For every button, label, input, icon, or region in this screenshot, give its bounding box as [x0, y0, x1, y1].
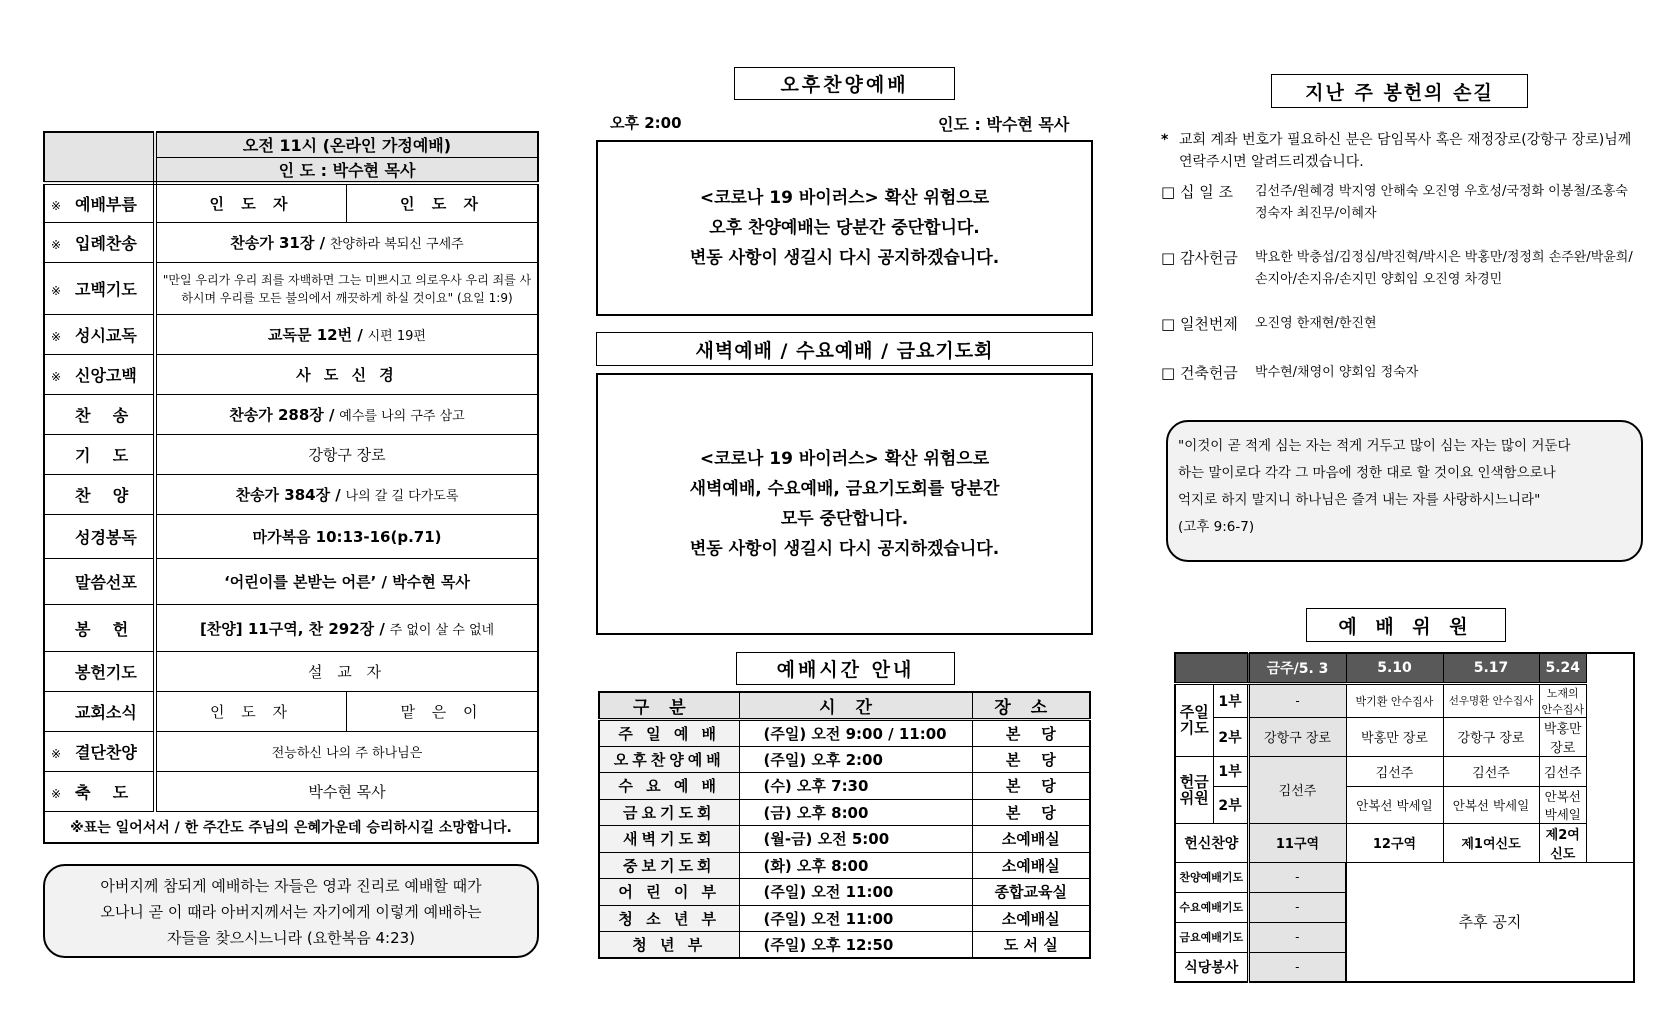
notice-line: 변동 사항이 생길시 다시 공지하겠습니다. [689, 539, 1000, 559]
prayer1-cell: - [1248, 683, 1346, 717]
part-label: 1부 [1213, 683, 1248, 717]
schedule-place: 도 서 실 [972, 932, 1090, 959]
schedule-category: 오후찬양예배 [599, 746, 739, 773]
date-header: 5.17 [1443, 653, 1539, 683]
order-row [44, 475, 538, 515]
schedule-place: 종합교육실 [972, 879, 1090, 906]
row-label: 찬 송 [75, 406, 129, 425]
stand-mark: ※ [51, 747, 62, 761]
row-main: 박수현 목사 [155, 772, 538, 812]
schedule-time: (주일) 오후 12:50 [739, 932, 972, 959]
duty-value: - [1248, 892, 1346, 922]
verse-line: (고후 9:6-7) [1178, 519, 1255, 535]
date-header: 5.10 [1346, 653, 1443, 683]
date-header: 5.24 [1539, 653, 1587, 683]
choir-label: 헌신찬양 [1175, 823, 1248, 862]
header-blank [44, 132, 155, 183]
schedule-row [599, 746, 1090, 773]
verse-line: 자들을 찾으시느니라 (요한복음 4:23) [166, 929, 416, 947]
row-main: 찬송가 31장 / [230, 234, 326, 252]
stand-mark: ※ [51, 198, 62, 213]
schedule-place: 소예배실 [972, 852, 1090, 879]
usher1-cell: 김선주 [1346, 756, 1443, 786]
row-main: 설 교 자 [155, 652, 538, 692]
offering-note [1161, 129, 1641, 173]
schedule-time: (수) 오후 7:30 [739, 773, 972, 800]
row-main: 교독문 12번 / [268, 326, 363, 344]
row-left: 인 도 자 [155, 183, 347, 223]
schedule-place: 소예배실 [972, 905, 1090, 932]
order-row [44, 732, 538, 772]
usher2-cell: 안복선 박세일 [1346, 786, 1443, 823]
schedule-time: (주일) 오전 9:00 / 11:00 [739, 720, 972, 747]
row-sub: 시편 19편 [367, 329, 426, 344]
weekday-notice [596, 373, 1093, 635]
service-title: 오전 11시 (온라인 가정예배) [155, 132, 538, 157]
row-label: 말씀선포 [75, 573, 137, 592]
row-main: 찬송가 288장 / [229, 406, 335, 424]
row-sub: 전능하신 나의 주 하나님은 [155, 732, 538, 772]
row-main: 마가복음 10:13-16(p.71) [155, 515, 538, 559]
order-row [44, 183, 538, 223]
schedule-row [599, 720, 1090, 747]
notice-line: 변동 사항이 생길시 다시 공지하겠습니다. [689, 248, 1000, 268]
row-label: 기 도 [75, 446, 129, 465]
schedule-category: 중보기도회 [599, 852, 739, 879]
prayer2-cell: 박홍만 장로 [1346, 717, 1443, 756]
schedule-row [599, 799, 1090, 826]
prayer-label: 주일기도 [1175, 683, 1213, 756]
offering-label: □ 일천번제 [1161, 315, 1238, 333]
schedule-category: 주 일 예 배 [599, 720, 739, 747]
row-main: [찬양] 11구역, 찬 292장 / [199, 619, 385, 638]
offering-item [1161, 362, 1641, 384]
part-label: 2부 [1213, 786, 1248, 823]
row-label: 입례찬송 [75, 234, 137, 253]
offering-item [1161, 181, 1641, 247]
service-leader: 인 도 : 박수현 목사 [155, 157, 538, 183]
duty-value: - [1248, 952, 1346, 982]
schedule-row [599, 932, 1090, 959]
schedule-place: 본 당 [972, 720, 1090, 747]
choir-cell: 제2여신도 [1539, 823, 1587, 862]
stand-mark: ※ [51, 370, 62, 384]
staff-table [1174, 652, 1635, 983]
row-sub: 주 없이 살 수 없네 [389, 622, 495, 638]
schedule-title: 예배시간 안내 [736, 652, 955, 685]
verse-line: "이것이 곧 적게 심는 자는 적게 거두고 많이 심는 자는 많이 거둔다 [1178, 438, 1571, 454]
choir-cell: 12구역 [1346, 823, 1443, 862]
row-label: 예배부름 [75, 194, 137, 214]
offering-names: 손지아/손지유/손지민 양회임 오진영 차경민 [1255, 272, 1503, 287]
schedule-row [599, 879, 1090, 906]
duty-value: - [1248, 922, 1346, 952]
staff-title: 예 배 위 원 [1306, 608, 1506, 642]
prayer1-cell: 선우명환 안수집사 [1443, 683, 1539, 717]
schedule-category: 새벽기도회 [599, 826, 739, 853]
verse-callout-left [43, 864, 539, 958]
duty-label: 찬양예배기도 [1175, 862, 1248, 892]
order-row [44, 605, 538, 652]
usher2-cell: 안복선 박세일 [1539, 786, 1587, 823]
prayer1-cell: 박기환 안수집사 [1346, 683, 1443, 717]
order-row [44, 515, 538, 559]
offering-label: □ 십 일 조 [1161, 183, 1233, 201]
offering-label: □ 건축헌금 [1161, 364, 1238, 382]
notice-line: 모두 중단합니다. [780, 509, 909, 529]
weekday-title: 새벽예배 / 수요예배 / 금요기도회 [596, 332, 1093, 366]
verse-line: 하는 말이로다 각각 그 마음에 정한 대로 할 것이요 인색함으로나 [1178, 465, 1556, 481]
note-mark: * [1161, 132, 1169, 148]
order-row [44, 395, 538, 435]
duty-value: - [1248, 862, 1346, 892]
duty-label: 식당봉사 [1175, 952, 1248, 982]
row-label: 고백기도 [75, 280, 137, 299]
order-row [44, 355, 538, 395]
notice-line: <코로나 19 바이러스> 확산 위험으로 [699, 449, 990, 469]
header-blank [1175, 653, 1248, 683]
col-header: 장소 [972, 692, 1090, 720]
stand-mark: ※ [51, 787, 62, 801]
verse-line: 억지로 하지 말지니 하나님은 즐겨 내는 자를 사랑하시느니라" [1178, 492, 1541, 508]
afternoon-leader: 인도 : 박수현 목사 [938, 115, 1070, 134]
row-main: ‘어린이를 본받는 어른’ / 박수현 목사 [155, 559, 538, 605]
stand-mark: ※ [51, 330, 62, 344]
afternoon-time: 오후 2:00 [610, 114, 682, 132]
duty-label: 금요예배기도 [1175, 922, 1248, 952]
schedule-time: (화) 오후 8:00 [739, 852, 972, 879]
order-row [44, 315, 538, 355]
order-row [44, 772, 538, 812]
row-left: 인 도 자 [155, 692, 347, 732]
row-main: 강항구 장로 [155, 435, 538, 475]
schedule-row [599, 905, 1090, 932]
row-label: 신앙고백 [75, 366, 137, 385]
offering-names: 박수현/채영이 양회임 정숙자 [1255, 365, 1419, 380]
notice-line: 새벽예배, 수요예배, 금요기도회를 당분간 [689, 479, 1000, 499]
schedule-time: (주일) 오후 2:00 [739, 746, 972, 773]
schedule-category: 청 소 년 부 [599, 905, 739, 932]
afternoon-title: 오후찬양예배 [734, 67, 955, 100]
row-right: 맡 은 이 [347, 692, 539, 732]
notice-line: 오후 찬양예배는 당분간 중단합니다. [709, 218, 980, 238]
tbd-cell: 추후 공지 [1346, 862, 1634, 982]
row-sub: 예수를 나의 구주 삼고 [339, 409, 465, 424]
row-label: 찬 양 [75, 486, 129, 505]
row-label: 봉 헌 [75, 619, 129, 639]
notice-line: <코로나 19 바이러스> 확산 위험으로 [699, 188, 990, 208]
schedule-category: 청 년 부 [599, 932, 739, 959]
row-label: 교회소식 [75, 703, 137, 722]
usher1-cell: 김선주 [1443, 756, 1539, 786]
schedule-place: 소예배실 [972, 826, 1090, 853]
offering-item [1161, 313, 1641, 362]
choir-cell: 제1여신도 [1443, 823, 1539, 862]
order-row [44, 652, 538, 692]
row-sub: 나의 갈 길 다가도록 [345, 489, 459, 504]
order-row [44, 263, 538, 315]
prayer1-cell: 노재의 안수집사 [1539, 683, 1587, 717]
schedule-row [599, 826, 1090, 853]
offering-names: 정숙자 최진무/이혜자 [1255, 206, 1377, 221]
offering-names: 김선주/원혜경 박지영 안해숙 오진영 우호성/국정화 이봉철/조홍숙 [1255, 184, 1628, 199]
col-header: 시간 [739, 692, 972, 720]
stand-mark: ※ [51, 238, 62, 252]
afternoon-notice [596, 140, 1093, 316]
row-main: 찬송가 384장 / [235, 486, 341, 504]
note-line: 교회 계좌 번호가 필요하신 분은 담임목사 혹은 재정장로(강항구 장로)님께 [1179, 132, 1632, 148]
offering-item [1161, 247, 1641, 313]
schedule-time: (주일) 오전 11:00 [739, 879, 972, 906]
usher2-cell: 안복선 박세일 [1443, 786, 1539, 823]
choir-cell: 11구역 [1248, 823, 1346, 862]
prayer2-cell: 강항구 장로 [1248, 717, 1346, 756]
schedule-time: (금) 오후 8:00 [739, 799, 972, 826]
order-row [44, 692, 538, 732]
part-label: 1부 [1213, 756, 1248, 786]
verse-callout-right [1166, 420, 1643, 562]
offering-names: 오진영 한재현/한진현 [1255, 316, 1377, 331]
schedule-category: 금요기도회 [599, 799, 739, 826]
order-footer: ※표는 일어서서 / 한 주간도 주님의 은혜가운데 승리하시길 소망합니다. [44, 812, 538, 843]
schedule-row [599, 852, 1090, 879]
schedule-place: 본 당 [972, 773, 1090, 800]
schedule-category: 어 린 이 부 [599, 879, 739, 906]
schedule-time: (주일) 오전 11:00 [739, 905, 972, 932]
verse-line: 아버지께 참되게 예배하는 자들은 영과 진리로 예배할 때가 [100, 877, 482, 895]
row-label: 성시교독 [75, 326, 137, 345]
duty-label: 수요예배기도 [1175, 892, 1248, 922]
worship-order-table [43, 131, 539, 844]
schedule-time: (월-금) 오전 5:00 [739, 826, 972, 853]
schedule-table [598, 691, 1091, 959]
date-header: 금주/5. 3 [1248, 653, 1346, 683]
schedule-row [599, 773, 1090, 800]
order-row [44, 559, 538, 605]
order-row [44, 223, 538, 263]
usher-current: 김선주 [1248, 756, 1346, 823]
row-main: 사 도 신 경 [155, 355, 538, 395]
row-sub: 찬양하라 복되신 구세주 [329, 237, 464, 252]
row-label: 축 도 [75, 783, 129, 802]
offering-label: □ 감사헌금 [1161, 249, 1238, 267]
schedule-place: 본 당 [972, 799, 1090, 826]
schedule-category: 수 요 예 배 [599, 773, 739, 800]
part-label: 2부 [1213, 717, 1248, 756]
row-label: 결단찬양 [75, 743, 137, 762]
row-main: "만일 우리가 우리 죄를 자백하면 그는 미쁘시고 의로우사 우리 죄를 사하시며 우리를 모든 불의에서 깨끗하게 하실 것이요" (요일 1:9) [155, 263, 538, 315]
note-line: 연락주시면 알려드리겠습니다. [1179, 154, 1364, 170]
row-label: 봉헌기도 [75, 663, 137, 682]
order-row [44, 435, 538, 475]
prayer2-cell: 강항구 장로 [1443, 717, 1539, 756]
verse-line: 오나니 곧 이 때라 아버지께서는 자기에게 이렇게 예배하는 [100, 903, 482, 921]
offering-title: 지난 주 봉헌의 손길 [1271, 74, 1528, 108]
row-right: 인 도 자 [347, 183, 539, 223]
col-header: 구분 [599, 692, 739, 720]
offering-names: 박요한 박충섭/김정심/박진혁/박시은 박홍만/정정희 손주완/박윤희/ [1255, 250, 1633, 265]
schedule-place: 본 당 [972, 746, 1090, 773]
offering-list [1161, 181, 1641, 384]
usher1-cell: 김선주 [1539, 756, 1587, 786]
row-label: 성경봉독 [75, 528, 137, 547]
prayer2-cell: 박홍만 장로 [1539, 717, 1587, 756]
stand-mark: ※ [51, 284, 62, 298]
usher-label: 헌금위원 [1175, 756, 1213, 823]
